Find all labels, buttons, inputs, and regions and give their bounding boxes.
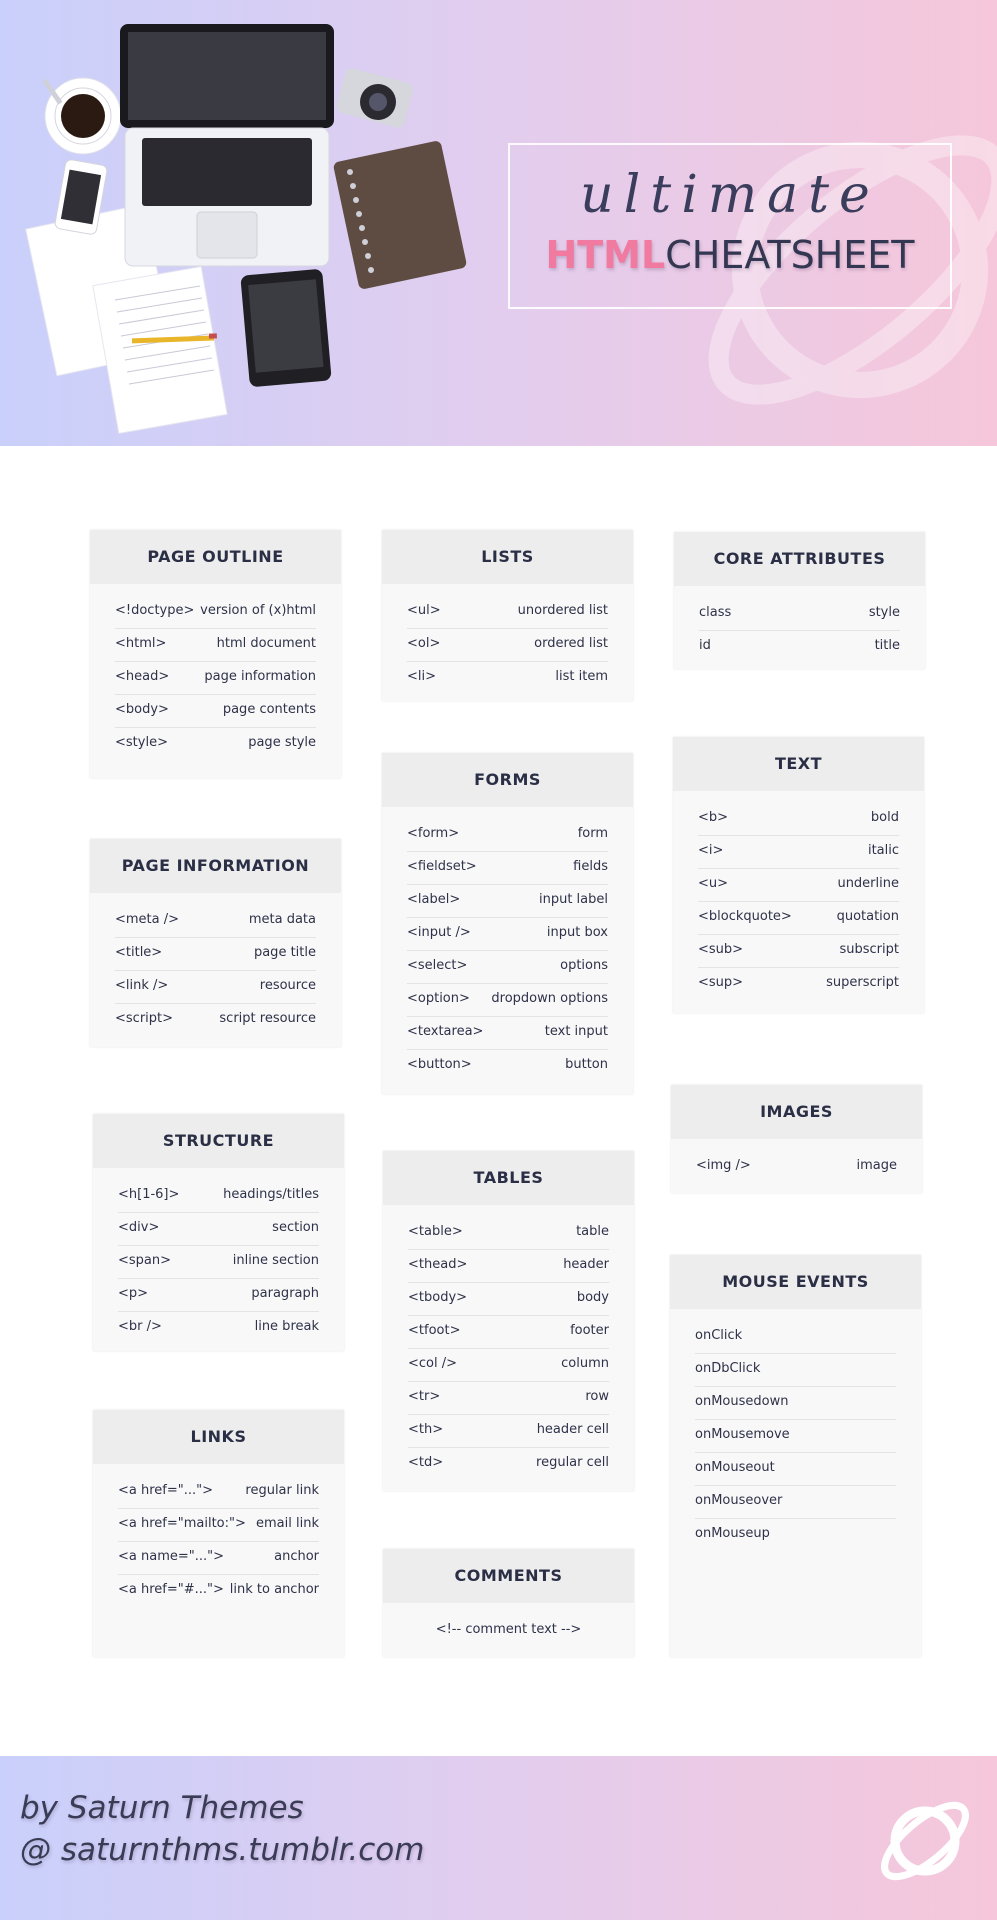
row-tag: <div> xyxy=(118,1220,160,1235)
table-row xyxy=(699,631,900,664)
table-row xyxy=(408,1448,609,1481)
table-row xyxy=(118,1542,319,1575)
row-tag: <tr> xyxy=(408,1389,441,1404)
row-description: html document xyxy=(216,636,316,651)
row-tag: <tbody> xyxy=(408,1290,468,1305)
row-description: line break xyxy=(254,1319,319,1334)
row-tag: <title> xyxy=(115,945,163,960)
camera-icon xyxy=(335,67,415,130)
coffee-cup-icon xyxy=(42,78,121,154)
row-description: column xyxy=(561,1356,609,1371)
table-row xyxy=(408,1217,609,1250)
card-images xyxy=(671,1085,922,1193)
row-tag: <label> xyxy=(407,892,461,907)
planet-logo-icon xyxy=(870,1786,980,1896)
row-tag: <meta /> xyxy=(115,912,180,927)
row-description: resource xyxy=(259,978,316,993)
row-tag: <col /> xyxy=(408,1356,458,1371)
row-description: footer xyxy=(570,1323,609,1338)
row-tag: onMousemove xyxy=(695,1427,790,1442)
row-description: subscript xyxy=(839,942,899,957)
row-tag: <head> xyxy=(115,669,170,684)
card-title: STRUCTURE xyxy=(93,1114,344,1168)
card-title: LINKS xyxy=(93,1410,344,1464)
table-row xyxy=(118,1312,319,1345)
row-tag: <ol> xyxy=(407,636,441,651)
row-description: header cell xyxy=(536,1422,609,1437)
row-description: input label xyxy=(538,892,608,907)
card-title: MOUSE EVENTS xyxy=(670,1255,921,1309)
card-title: CORE ATTRIBUTES xyxy=(674,532,925,586)
row-description: page title xyxy=(253,945,316,960)
row-description: header xyxy=(563,1257,609,1272)
row-tag: <table> xyxy=(408,1224,463,1239)
row-description: superscript xyxy=(826,975,899,990)
row-description: version of (x)html xyxy=(200,603,316,618)
table-row xyxy=(698,902,899,935)
row-tag: <th> xyxy=(408,1422,444,1437)
row-description: page contents xyxy=(222,702,316,717)
tablet-icon xyxy=(240,269,331,388)
row-tag: <html> xyxy=(115,636,167,651)
row-description: italic xyxy=(867,843,899,858)
row-description: body xyxy=(576,1290,609,1305)
table-row xyxy=(118,1279,319,1312)
card-forms xyxy=(382,753,633,1094)
row-description: headings/titles xyxy=(223,1187,319,1202)
table-row xyxy=(118,1246,319,1279)
notebook-icon xyxy=(333,140,468,290)
row-tag: <img /> xyxy=(696,1158,751,1173)
row-description: bold xyxy=(870,810,899,825)
table-row xyxy=(695,1453,896,1486)
row-tag: <b> xyxy=(698,810,729,825)
table-row xyxy=(408,1349,609,1382)
table-row xyxy=(695,1354,896,1387)
row-description: fields xyxy=(573,859,608,874)
row-tag: <sup> xyxy=(698,975,744,990)
row-description: table xyxy=(576,1224,609,1239)
table-row xyxy=(695,1420,896,1453)
card-text xyxy=(673,737,924,1013)
footer-banner xyxy=(0,1756,997,1920)
row-description: row xyxy=(585,1389,609,1404)
row-description: anchor xyxy=(274,1549,319,1564)
row-tag: <option> xyxy=(407,991,470,1006)
row-description: ordered list xyxy=(534,636,608,651)
table-row xyxy=(407,885,608,918)
table-row xyxy=(407,819,608,852)
card-title: LISTS xyxy=(382,530,633,584)
row-tag: <br /> xyxy=(118,1319,162,1334)
author-url: @ saturnthms.tumblr.com xyxy=(20,1832,425,1868)
card-structure xyxy=(93,1114,344,1351)
row-tag: <span> xyxy=(118,1253,172,1268)
row-description: link to anchor xyxy=(229,1582,319,1597)
table-row xyxy=(407,629,608,662)
card-title: PAGE INFORMATION xyxy=(90,839,341,893)
table-row xyxy=(698,836,899,869)
row-tag: <script> xyxy=(115,1011,174,1026)
script-title: ultimate xyxy=(580,165,880,225)
row-tag: <!doctype> xyxy=(115,603,195,618)
row-description: page style xyxy=(248,735,316,750)
card-title: FORMS xyxy=(382,753,633,807)
row-description: title xyxy=(874,638,900,653)
row-tag: <a href="mailto:"> xyxy=(118,1516,246,1531)
row-tag: <li> xyxy=(407,669,437,684)
author-credit: by Saturn Themes xyxy=(20,1790,304,1826)
row-tag: <ul> xyxy=(407,603,441,618)
row-description: paragraph xyxy=(251,1286,319,1301)
card-tables xyxy=(383,1151,634,1491)
card-core-attributes xyxy=(674,532,925,669)
card-title: TABLES xyxy=(383,1151,634,1205)
card-title: IMAGES xyxy=(671,1085,922,1139)
row-tag: <body> xyxy=(115,702,169,717)
table-row xyxy=(115,596,316,629)
table-row xyxy=(407,1050,608,1083)
row-tag: <textarea> xyxy=(407,1024,484,1039)
title-box xyxy=(508,143,952,309)
page-title xyxy=(510,233,950,277)
row-description: options xyxy=(560,958,608,973)
table-row xyxy=(115,1004,316,1037)
row-tag: onClick xyxy=(695,1328,743,1343)
row-tag: <style> xyxy=(115,735,168,750)
row-description: button xyxy=(565,1057,608,1072)
table-row xyxy=(407,984,608,1017)
row-description: form xyxy=(577,826,608,841)
row-tag: onMouseout xyxy=(695,1460,775,1475)
table-row xyxy=(115,695,316,728)
table-row xyxy=(698,935,899,968)
row-tag: onMousedown xyxy=(695,1394,789,1409)
card-title: COMMENTS xyxy=(383,1549,634,1603)
row-tag: <sub> xyxy=(698,942,744,957)
row-tag: onMouseup xyxy=(695,1526,770,1541)
row-tag: <a href="#..."> xyxy=(118,1582,224,1597)
table-row xyxy=(408,1250,609,1283)
table-row xyxy=(118,1575,319,1608)
row-description: input box xyxy=(546,925,608,940)
table-row xyxy=(695,1387,896,1420)
row-tag: <select> xyxy=(407,958,468,973)
table-row xyxy=(698,869,899,902)
row-description: dropdown options xyxy=(491,991,608,1006)
row-tag: <button> xyxy=(407,1057,472,1072)
table-row xyxy=(407,662,608,695)
hero-banner xyxy=(0,0,997,446)
table-row xyxy=(695,1321,896,1354)
row-description: image xyxy=(856,1158,897,1173)
laptop-icon xyxy=(120,24,334,266)
table-row xyxy=(118,1476,319,1509)
row-description: underline xyxy=(837,876,899,891)
table-row xyxy=(407,951,608,984)
table-row xyxy=(408,1382,609,1415)
table-row xyxy=(408,1415,609,1448)
row-tag: id xyxy=(699,638,711,653)
row-description: section xyxy=(272,1220,319,1235)
card-page-outline xyxy=(90,530,341,778)
row-description: regular link xyxy=(245,1483,319,1498)
row-tag: <p> xyxy=(118,1286,149,1301)
card-title: PAGE OUTLINE xyxy=(90,530,341,584)
table-row xyxy=(115,971,316,1004)
card-comments xyxy=(383,1549,634,1657)
row-tag: <link /> xyxy=(115,978,169,993)
card-mouse-events xyxy=(670,1255,921,1657)
card-title: TEXT xyxy=(673,737,924,791)
card-lists xyxy=(382,530,633,701)
row-tag: <fieldset> xyxy=(407,859,477,874)
row-tag: onDbClick xyxy=(695,1361,761,1376)
row-tag: <input /> xyxy=(407,925,471,940)
row-description: script resource xyxy=(219,1011,316,1026)
row-description: unordered list xyxy=(517,603,608,618)
card-links xyxy=(93,1410,344,1657)
table-row xyxy=(407,852,608,885)
title-html: HTML xyxy=(545,233,666,277)
table-row xyxy=(115,662,316,695)
row-tag: <i> xyxy=(698,843,724,858)
row-tag: <u> xyxy=(698,876,729,891)
row-description: email link xyxy=(256,1516,319,1531)
row-description: meta data xyxy=(248,912,316,927)
table-row xyxy=(115,938,316,971)
title-cheatsheet: CHEATSHEET xyxy=(665,233,915,277)
table-row xyxy=(696,1151,897,1184)
comment-syntax: <!-- comment text --> xyxy=(435,1622,582,1637)
row-description: quotation xyxy=(836,909,899,924)
row-description: inline section xyxy=(232,1253,319,1268)
row-tag: <form> xyxy=(407,826,460,841)
table-row xyxy=(408,1316,609,1349)
table-row xyxy=(408,1283,609,1316)
table-row xyxy=(699,598,900,631)
row-tag: <thead> xyxy=(408,1257,468,1272)
row-tag: <h[1-6]> xyxy=(118,1187,180,1202)
table-row xyxy=(698,968,899,1001)
row-tag: <blockquote> xyxy=(698,909,792,924)
table-row xyxy=(695,1486,896,1519)
table-row xyxy=(118,1180,319,1213)
row-description: list item xyxy=(555,669,608,684)
table-row xyxy=(115,905,316,938)
row-tag: class xyxy=(699,605,732,620)
table-row xyxy=(118,1509,319,1542)
table-row xyxy=(698,803,899,836)
row-tag: onMouseover xyxy=(695,1493,783,1508)
row-tag: <tfoot> xyxy=(408,1323,461,1338)
row-description: regular cell xyxy=(536,1455,609,1470)
row-tag: <td> xyxy=(408,1455,444,1470)
table-row xyxy=(695,1519,896,1552)
card-page-information xyxy=(90,839,341,1047)
row-description: style xyxy=(868,605,900,620)
table-row xyxy=(407,1017,608,1050)
table-row xyxy=(115,629,316,662)
table-row xyxy=(407,918,608,951)
table-row xyxy=(118,1213,319,1246)
row-description: text input xyxy=(544,1024,608,1039)
table-row xyxy=(115,728,316,761)
row-tag: <a href="..."> xyxy=(118,1483,214,1498)
row-description: page information xyxy=(204,669,316,684)
row-tag: <a name="..."> xyxy=(118,1549,224,1564)
table-row xyxy=(407,596,608,629)
